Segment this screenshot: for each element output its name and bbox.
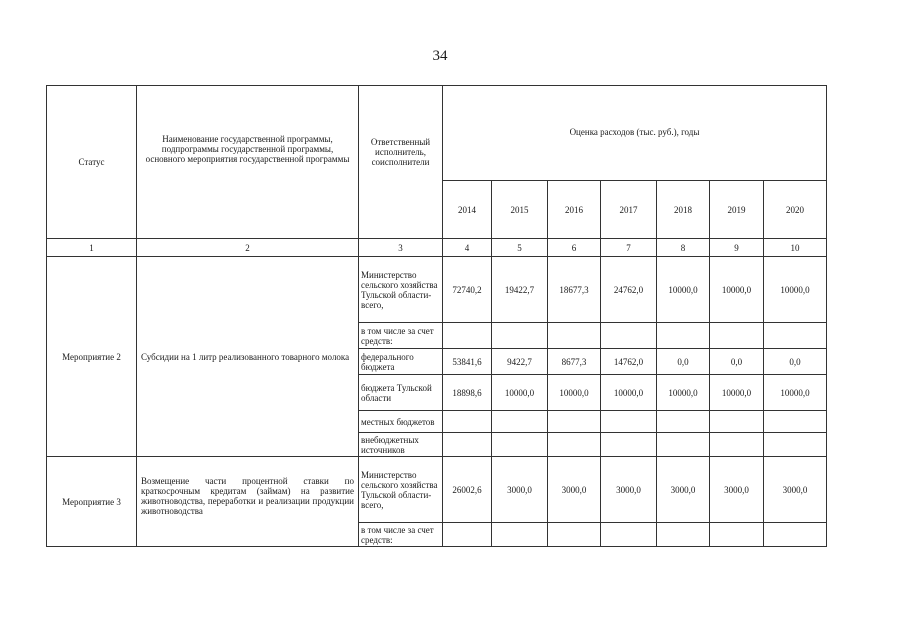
value-cell [710, 411, 764, 433]
measure-name: Субсидии на 1 литр реализованного товарного молока [137, 257, 359, 457]
column-number: 6 [548, 239, 601, 257]
value-cell: 3000,0 [601, 457, 657, 523]
value-cell [710, 323, 764, 349]
column-number: 5 [492, 239, 548, 257]
value-cell: 24762,0 [601, 257, 657, 323]
value-cell [764, 411, 827, 433]
header-name-text: Наименование государственной программы, подпрограммы государственной программы, основного мероприятия государственной программы [145, 134, 350, 164]
value-cell [443, 523, 492, 547]
responsible-cell: Министерство сельского хозяйства Тульской области- всего, [359, 457, 443, 523]
header-responsible: Ответственный исполнитель, соисполнители [359, 86, 443, 239]
value-cell [492, 411, 548, 433]
header-name [137, 86, 359, 239]
year-2020: 2020 [764, 181, 827, 239]
value-cell: 3000,0 [710, 457, 764, 523]
value-cell: 18677,3 [548, 257, 601, 323]
value-cell: 3000,0 [548, 457, 601, 523]
value-cell: 0,0 [657, 349, 710, 375]
value-cell [548, 523, 601, 547]
budget-table [46, 85, 827, 547]
value-cell: 10000,0 [492, 375, 548, 411]
year-2015: 2015 [492, 181, 548, 239]
value-cell: 10000,0 [710, 257, 764, 323]
value-cell [710, 433, 764, 457]
value-cell: 10000,0 [601, 375, 657, 411]
year-2019: 2019 [710, 181, 764, 239]
value-cell: 8677,3 [548, 349, 601, 375]
value-cell [443, 433, 492, 457]
value-cell: 26002,6 [443, 457, 492, 523]
value-cell: 19422,7 [492, 257, 548, 323]
value-cell: 9422,7 [492, 349, 548, 375]
responsible-cell: федерального бюджета [359, 349, 443, 375]
value-cell: 3000,0 [657, 457, 710, 523]
column-number: 8 [657, 239, 710, 257]
measure-name [137, 457, 359, 547]
value-cell [710, 523, 764, 547]
measure-status: Мероприятие 2 [47, 257, 137, 457]
responsible-cell: Министерство сельского хозяйства Тульской области- всего, [359, 257, 443, 323]
value-cell: 3000,0 [492, 457, 548, 523]
value-cell: 53841,6 [443, 349, 492, 375]
value-cell [764, 433, 827, 457]
responsible-cell: в том числе за счет средств: [359, 323, 443, 349]
value-cell: 3000,0 [764, 457, 827, 523]
responsible-cell: в том числе за счет средств: [359, 523, 443, 547]
measure-name-text: Возмещение части процентной ставки по краткосрочным кредитам (займам) на развитие животноводства, переработки и реализации продукции животноводства [141, 475, 354, 516]
column-number: 10 [764, 239, 827, 257]
value-cell [601, 323, 657, 349]
value-cell [443, 411, 492, 433]
value-cell: 18898,6 [443, 375, 492, 411]
value-cell: 10000,0 [764, 375, 827, 411]
table-row [47, 457, 827, 523]
year-2016: 2016 [548, 181, 601, 239]
value-cell [443, 323, 492, 349]
column-number: 7 [601, 239, 657, 257]
responsible-cell: бюджета Тульской области [359, 375, 443, 411]
value-cell [764, 323, 827, 349]
value-cell: 10000,0 [764, 257, 827, 323]
value-cell: 10000,0 [710, 375, 764, 411]
header-expenses: Оценка расходов (тыс. руб.), годы [443, 86, 827, 181]
measure-status: Мероприятие 3 [47, 457, 137, 547]
value-cell [764, 523, 827, 547]
value-cell [657, 523, 710, 547]
value-cell: 10000,0 [548, 375, 601, 411]
value-cell [657, 411, 710, 433]
year-2014: 2014 [443, 181, 492, 239]
value-cell [548, 323, 601, 349]
value-cell: 0,0 [764, 349, 827, 375]
column-number: 4 [443, 239, 492, 257]
value-cell [601, 433, 657, 457]
value-cell [492, 433, 548, 457]
value-cell [548, 411, 601, 433]
value-cell [492, 523, 548, 547]
table-row [47, 257, 827, 323]
value-cell: 14762,0 [601, 349, 657, 375]
column-number: 1 [47, 239, 137, 257]
column-number: 3 [359, 239, 443, 257]
responsible-cell: местных бюджетов [359, 411, 443, 433]
value-cell: 0,0 [710, 349, 764, 375]
header-status: Статус [47, 86, 137, 239]
year-2018: 2018 [657, 181, 710, 239]
value-cell [492, 323, 548, 349]
page-number: 34 [432, 48, 448, 64]
column-number: 9 [710, 239, 764, 257]
value-cell: 72740,2 [443, 257, 492, 323]
value-cell: 10000,0 [657, 375, 710, 411]
value-cell [657, 323, 710, 349]
value-cell [657, 433, 710, 457]
year-2017: 2017 [601, 181, 657, 239]
responsible-cell: внебюджетных источников [359, 433, 443, 457]
value-cell: 10000,0 [657, 257, 710, 323]
column-number: 2 [137, 239, 359, 257]
value-cell [548, 433, 601, 457]
value-cell [601, 523, 657, 547]
value-cell [601, 411, 657, 433]
